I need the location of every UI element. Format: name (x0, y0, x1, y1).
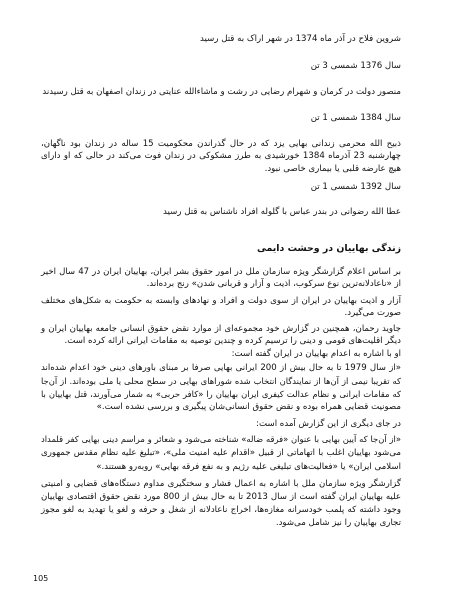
section-heading: زندگی بهاییان در وحشت دایمی (257, 243, 401, 254)
quote-line: می‌شود بهاییان اغلب با اتهاماتی از قبیل «اقدام علیه امنیت ملی»، «تبلیغ علیه نظام مقدس جمهوری (41, 448, 401, 458)
text-line: صورت می‌گیرد. (344, 308, 401, 318)
text-line: چهارشنبه 23 آذرماه 1384 خورشیدی به طرز مشکوکی در زندان فوت می‌کند در حالی که او دارای (41, 151, 401, 161)
text-line: جاوید رحمان، همچنین در گزارش خود مجموعه‌ای از موارد نقض حقوق انسانی جامعه بهاییان ایران و (41, 324, 401, 334)
text-line: عطا الله رضوانی در بندر عباس با گلوله افراد ناشناس به قتل رسید (163, 207, 401, 217)
text-line: از «ناعادلانه‌ترین نوع سرکوب، اذیت و آزار و قربانی شدن» رنج برده‌اند. (146, 279, 401, 289)
year-line: سال 1384 شمسی 1 تن (310, 113, 401, 123)
page-number: 105 (33, 574, 49, 583)
text-line: آزار و اذیت بهاییان در ایران از سوی دولت و افراد و نهادهای وابسته به حکومت به شکل‌های مختلف (41, 296, 401, 306)
text-line: هیچ عارضه قلبی یا بیماری خاصی نبود. (264, 164, 401, 174)
text-line: دیگر اقلیت‌های قومی و دینی را ترسیم کرده و چندین توصیه به مقامات ایرانی ارائه کرده است. (64, 336, 401, 346)
text-line: شروین فلاح در آذر ماه 1374 در شهر اراک به قتل رسید (200, 34, 401, 44)
quote-line: که تقریبا نیمی از آن‌ها از نمایندگان انتخاب شده شوراهای بهایی در سطح محلی یا ملی بوده‌اند. از آن‌جا (41, 376, 401, 386)
text-line: در جای دیگری از این گزارش آمده است: (256, 419, 401, 429)
text-line: ذبیح الله محرمی زندانی بهایی یزد که در حال گذراندن محکومیت 15 ساله در زندان بود ناگهان، (41, 139, 402, 149)
text-line: منصور دولت در کرمان و شهرام رضایی در رشت و ماشاءالله عنایتی در زندان اصفهان به قتل رسیدند (42, 87, 401, 97)
text-line: بر اساس اعلام گزارشگر ویژه سازمان ملل در امور حقوق بشر ایران، بهاییان ایران در 47 سال اخیر (41, 267, 402, 277)
quote-line: «از سال 1979 تا به حال بیش از 200 ایرانی بهایی صرفا بر مبنای باورهای دینی خود اعدام شده‌اند (41, 363, 401, 373)
quote-line: که مقامات ایرانی و نظام عدالت کیفری ایران بهاییان را «کافر حربی» به شمار می‌آورند، قتل بهاییان با (41, 389, 401, 399)
text-line: وجود داشته که پلمب خودسرانه مغازه‌ها، اخراج ناعادلانه از شغل و حرفه و لغو یا تهدید به لغو مجوز (41, 505, 401, 515)
text-line: تجاری بهاییان را نیز شامل می‌شود. (275, 518, 401, 528)
text-line: گزارشگر ویژه سازمان ملل با اشاره به اعمال فشار و سختگیری مداوم دستگاه‌های قضایی و امنیتی (41, 479, 401, 489)
text-line: علیه بهاییان ایران گفته است از سال 2013 تا به حال بیش از 800 مورد نقض حقوق اقتصادی بهاییان (41, 492, 402, 502)
text-line: او با اشاره به اعدام بهاییان در ایران گفته است: (231, 349, 401, 359)
year-line: سال 1392 شمسی 1 تن (310, 182, 401, 192)
quote-line: مصونیت قضایی همراه بوده و نقض حقوق انسانی‌شان پیگیری و بررسی نشده است.» (96, 402, 401, 412)
quote-line: «از آن‌جا که آیین بهایی با عنوان «فرقه ضاله» شناخته می‌شود و شعائر و مراسم دینی بهایی کفر قلمداد (41, 434, 401, 444)
year-line: سال 1376 شمسی 3 تن (310, 61, 401, 71)
quote-line: اسلامی ایران» یا «فعالیت‌های تبلیغی علیه رژیم و به نفع فرقه بهایی» روبه‌رو هستند.» (96, 462, 401, 472)
